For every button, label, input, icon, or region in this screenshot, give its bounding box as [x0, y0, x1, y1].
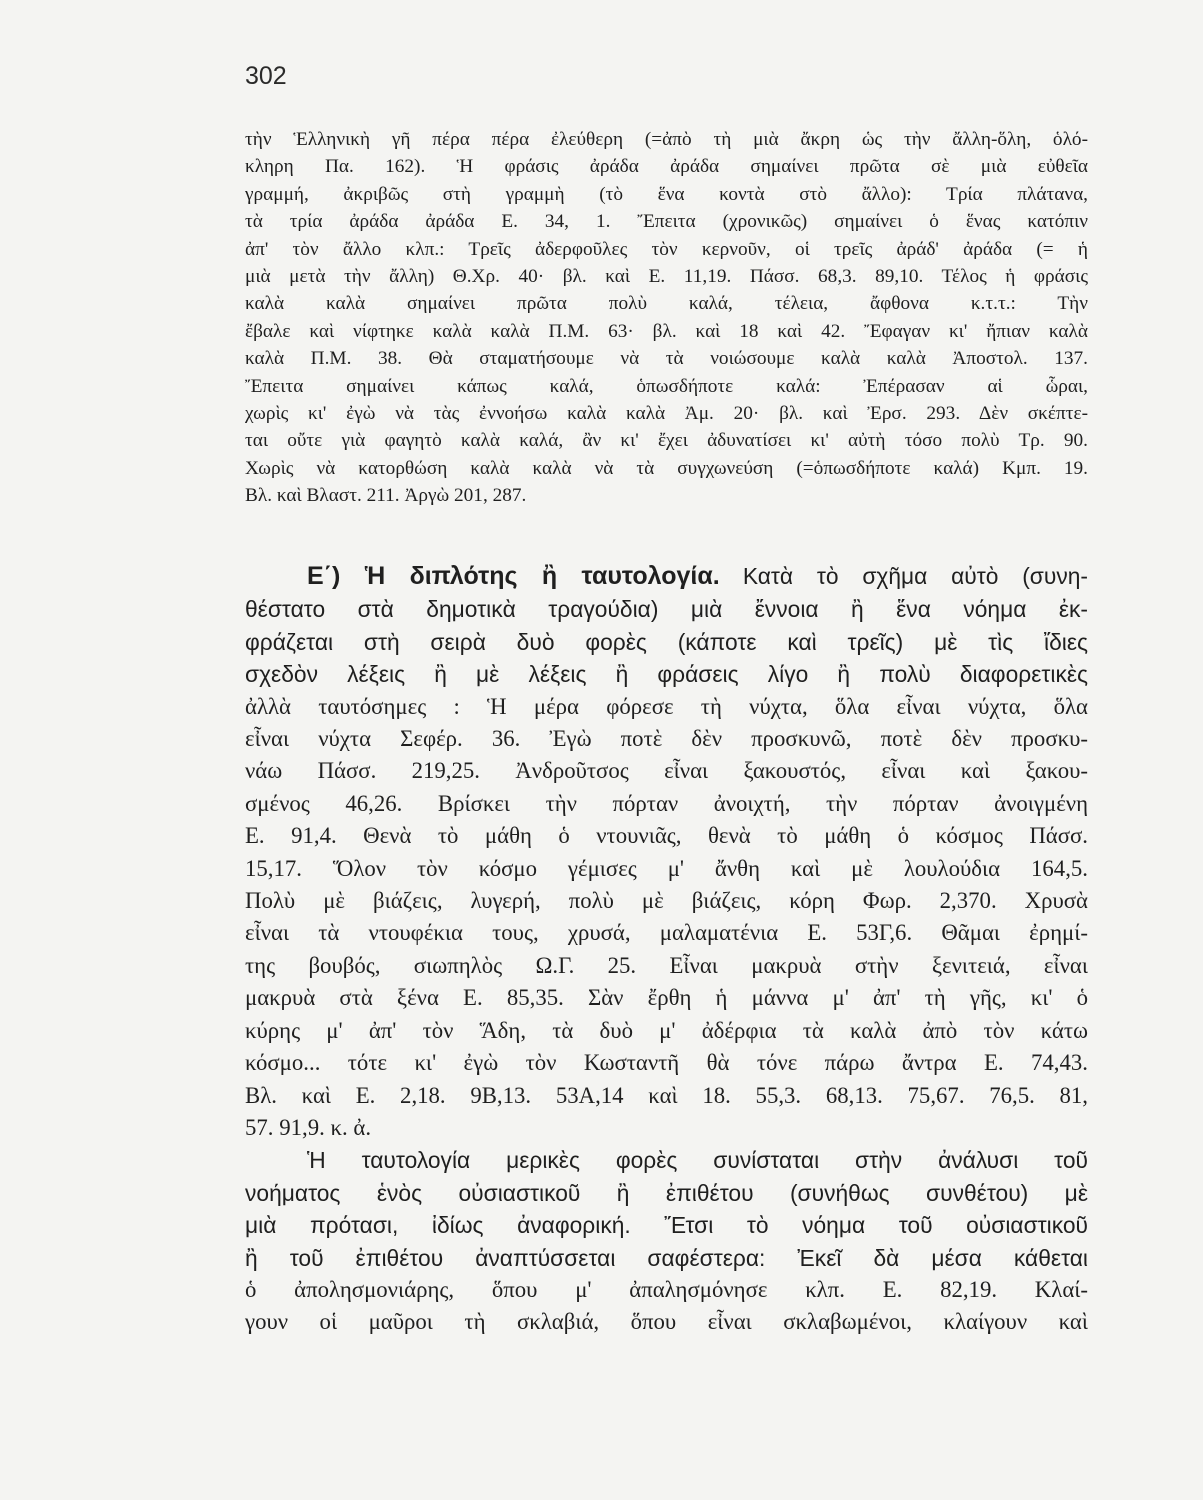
text-line: Πολὺ μὲ βιάζεις, λυγερή, πολὺ μὲ βιάζεις, κόρη Φωρ. 2,370. Χρυσὰ	[245, 888, 1088, 914]
text-line: Ἡ ταυτολογία μερικὲς φορὲς συνίσταται στὴν ἀνάλυσι τοῦ	[307, 1147, 1088, 1174]
text-line: εἶναι νύχτα Σεφέρ. 36. Ἐγὼ ποτὲ δὲν προσκυνῶ, ποτὲ δὲν προσκυ-	[245, 726, 1088, 752]
text-line: κληρη Πα. 162). Ἡ φράσις ἀράδα ἀράδα σημαίνει πρῶτα σὲ μιὰ εὐθεῖα	[245, 156, 1088, 178]
text-line: καλὰ καλὰ σημαίνει πρῶτα πολὺ καλά, τέλεια, ἄφθονα κ.τ.τ.: Τὴν	[245, 293, 1088, 315]
small-print-continuation	[245, 126, 1088, 510]
text-line: ἀλλὰ ταυτόσημες : Ἡ μέρα φόρεσε τὴ νύχτα, ὅλα εἶναι νύχτα, ὅλα	[245, 693, 1088, 719]
text-line: χωρὶς κι' ἐγὼ νὰ τὰς ἐννοήσω καλὰ καλὰ Ἀμ. 20· βλ. καὶ Ἐρσ. 293. Δὲν σκέπτε-	[245, 403, 1088, 425]
text-line: γουν οἱ μαῦροι τὴ σκλαβιά, ὅπου εἶναι σκλαβωμένοι, κλαίγουν καὶ	[245, 1309, 1088, 1335]
text-line: ἢ τοῦ ἐπιθέτου ἀναπτύσσεται σαφέστερα: Ἐκεῖ δὰ μέσα κάθεται	[245, 1244, 1088, 1271]
text-line: νάω Πάσσ. 219,25. Ἀνδροῦτσος εἶναι ξακουστός, εἶναι καὶ ξακου-	[245, 758, 1088, 784]
text-line: φράζεται στὴ σειρὰ δυὸ φορὲς (κάποτε καὶ τρεῖς) μὲ τὶς ἴδιες	[245, 628, 1088, 655]
text-line: εἶναι τὰ ντουφέκια τους, χρυσά, μαλαματένια Ε. 53Γ,6. Θᾶμαι ἐρημί-	[245, 920, 1088, 946]
text-line: 57. 91,9. κ. ἀ.	[245, 1114, 372, 1140]
text-line: μιὰ πρότασι, ἰδίως ἀναφορική. Ἔτσι τὸ νόημα τοῦ οὐσιαστικοῦ	[245, 1212, 1088, 1239]
text-line: Βλ. καὶ Ε. 2,18. 9Β,13. 53Α,14 καὶ 18. 55,3. 68,13. 75,67. 76,5. 81,	[245, 1082, 1088, 1108]
text-line: της βουβός, σιωπηλὸς Ω.Γ. 25. Εἶναι μακρυὰ στὴν ξενιτειά, εἶναι	[245, 952, 1088, 978]
text-line: κόσμο... τότε κι' ἐγὼ τὸν Κωσταντῆ θὰ τόνε πάρω ἄντρα Ε. 74,43.	[245, 1050, 1088, 1076]
text-line: κύρης μ' ἀπ' τὸν Ἅδη, τὰ δυὸ μ' ἀδέρφια τὰ καλὰ ἀπὸ τὸν κάτω	[245, 1017, 1088, 1043]
text-line: μακρυὰ στὰ ξένα Ε. 85,35. Σὰν ἔρθη ἡ μάννα μ' ἀπ' τὴ γῆς, κι' ὁ	[245, 985, 1088, 1011]
section-heading: Ε΄) Ἡ διπλότης ἢ ταυτολογία.	[307, 562, 720, 590]
text-line: νοήματος ἑνὸς οὐσιαστικοῦ ἢ ἐπιθέτου (συνήθως συνθέτου) μὲ	[245, 1179, 1088, 1206]
text-line: καλὰ Π.Μ. 38. Θὰ σταματήσουμε νὰ τὰ νοιώσουμε καλὰ καλὰ Ἀποστολ. 137.	[245, 348, 1088, 370]
text-line: Ε. 91,4. Θενὰ τὸ μάθη ὁ ντουνιᾶς, θενὰ τὸ μάθη ὁ κόσμος Πάσσ.	[245, 823, 1088, 849]
text-line: τὴν Ἑλληνικὴ γῆ πέρα πέρα ἐλεύθερη (=ἀπὸ τὴ μιὰ ἄκρη ὡς τὴν ἄλλη-ὅλη, ὁλό-	[245, 129, 1088, 150]
text-line: Χωρὶς νὰ κατορθώση καλὰ καλὰ νὰ τὰ συγχωνεύση (=ὁπωσδήποτε καλά) Κμπ. 19.	[245, 457, 1088, 479]
text-line: σχεδὸν λέξεις ἢ μὲ λέξεις ἢ φράσεις λίγο ἢ πολὺ διαφορετικὲς	[245, 661, 1088, 688]
text-line: Βλ. καὶ Βλαστ. 211. Ἀργὼ 201, 287.	[245, 485, 527, 507]
page-number: 302	[245, 62, 287, 90]
text-line: τὰ τρία ἀράδα ἀράδα Ε. 34, 1. Ἔπειτα (χρονικῶς) σημαίνει ὁ ἕνας κατόπιν	[245, 211, 1088, 233]
text-line: θέστατο στὰ δημοτικὰ τραγούδια) μιὰ ἔννοια ἢ ἕνα νόημα ἐκ-	[245, 596, 1088, 623]
text-line: ἔβαλε καὶ νίφτηκε καλὰ καλὰ Π.Μ. 63· βλ. καὶ 18 καὶ 42. Ἔφαγαν κι' ἤπιαν καλὰ	[245, 320, 1088, 342]
section-e-body	[245, 560, 1088, 1339]
text-line: γραμμή, ἀκριβῶς στὴ γραμμὴ (τὸ ἕνα κοντὰ στὸ ἄλλο): Τρία πλάτανα,	[245, 183, 1088, 205]
text-line: 15,17. Ὅλον τὸν κόσμο γέμισες μ' ἄνθη καὶ μὲ λουλούδια 164,5.	[245, 855, 1088, 881]
text-line: ὁ ἀπολησμονιάρης, ὅπου μ' ἀπαλησμόνησε κλπ. Ε. 82,19. Κλαί-	[245, 1276, 1088, 1302]
text-line: μιὰ μετὰ τὴν ἄλλη) Θ.Χρ. 40· βλ. καὶ Ε. 11,19. Πάσσ. 68,3. 89,10. Τέλος ἡ φράσις	[245, 266, 1088, 288]
heading-line-text: Κατὰ τὸ σχῆμα αὐτὸ (συνη-	[742, 563, 1089, 589]
text-line: Ἔπειτα σημαίνει κάπως καλά, ὁπωσδήποτε καλά: Ἐπέρασαν αἱ ὧραι,	[245, 375, 1088, 397]
text-line: ἀπ' τὸν ἄλλο κλπ.: Τρεῖς ἀδερφοῦλες τὸν κερνοῦν, οἱ τρεῖς ἀράδ' ἀράδα (= ἡ	[245, 238, 1088, 260]
text-line: σμένος 46,26. Βρίσκει τὴν πόρταν ἀνοιχτή, τὴν πόρταν ἀνοιγμένη	[245, 790, 1088, 816]
text-line: ται οὔτε γιὰ φαγητὸ καλὰ καλά, ἂν κι' ἔχει ἀδυνατίσει κι' αὐτὴ τόσο πολὺ Τρ. 90.	[245, 430, 1088, 452]
section-heading-line	[245, 560, 1088, 593]
